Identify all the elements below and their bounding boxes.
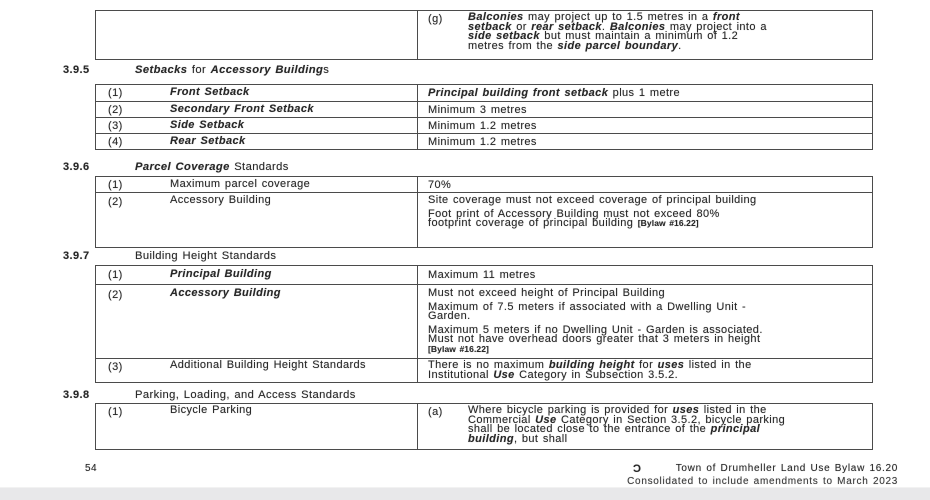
row-value xyxy=(418,193,872,247)
item-text: Balconies may project up to 1.5 metres in a front setback or rear setback. Balconies may project into a side setback but must maintain a minimum of 1.2 metres from the side parcel boundary. xyxy=(468,11,767,52)
section-title: Parking, Loading, and Access Standards xyxy=(135,389,356,401)
building-height-table xyxy=(95,265,873,383)
row-number: (2) xyxy=(108,289,123,301)
row-number: (3) xyxy=(108,361,123,373)
section-heading-3-9-6 xyxy=(63,161,289,173)
drumheller-logo-icon: Ɔ xyxy=(633,463,642,475)
row-value: Minimum 1.2 metres xyxy=(428,135,537,148)
row-label: Rear Setback xyxy=(170,134,246,147)
empty-cell xyxy=(96,11,418,59)
table-row xyxy=(96,358,872,382)
row-label: Bicycle Parking xyxy=(170,404,253,416)
parking-table xyxy=(95,403,873,450)
row-label: Side Setback xyxy=(170,118,245,131)
row-value xyxy=(418,404,872,449)
row-number: (3) xyxy=(108,119,123,132)
footer-page-number: 54 xyxy=(85,463,97,474)
parcel-coverage-table xyxy=(95,176,873,248)
paragraph: Maximum 5 meters if no Dwelling Unit - Garden is associated. Must not have overhead doors greater that 3 meters in height [Bylaw #16.22] xyxy=(428,323,763,354)
paragraph: Must not exceed height of Principal Building xyxy=(428,287,666,299)
continuation-table xyxy=(95,10,873,60)
table-row xyxy=(96,101,872,117)
paragraph: Maximum of 7.5 meters if associated with a Dwelling Unit - Garden. xyxy=(428,300,747,322)
table-row xyxy=(96,85,872,101)
row-label: Accessory Building xyxy=(170,287,281,299)
row-number: (2) xyxy=(108,103,123,116)
consolidation-note: Consolidated to include amendments to March 2023 xyxy=(627,476,898,487)
section-number: 3.9.6 xyxy=(63,161,90,173)
paragraph: Foot print of Accessory Building must not exceed 80% footprint coverage of principal building [Bylaw #16.22] xyxy=(428,207,720,229)
setbacks-accessory-table xyxy=(95,84,873,150)
section-title: Parcel Coverage Standards xyxy=(135,161,289,173)
row-number: (2) xyxy=(108,196,123,208)
section-heading-3-9-7 xyxy=(63,250,276,262)
row-label: Secondary Front Setback xyxy=(170,102,314,115)
section-number: 3.9.7 xyxy=(63,250,90,262)
table-row xyxy=(96,11,872,59)
row-number: (1) xyxy=(108,269,123,281)
row-label: Maximum parcel coverage xyxy=(170,177,311,190)
row-value xyxy=(418,285,872,358)
row-number: (1) xyxy=(108,406,123,418)
section-number: 3.9.8 xyxy=(63,389,90,401)
section-number: 3.9.5 xyxy=(63,64,90,76)
row-value xyxy=(418,11,872,59)
row-label: Principal Building xyxy=(170,268,272,281)
section-heading-3-9-8 xyxy=(63,389,356,401)
bylaw-title: Town of Drumheller Land Use Bylaw 16.20 xyxy=(675,463,898,474)
table-row xyxy=(96,266,872,284)
table-row xyxy=(96,133,872,149)
table-row xyxy=(96,117,872,133)
row-value: Minimum 1.2 metres xyxy=(428,119,537,132)
row-number: (1) xyxy=(108,178,123,191)
row-label: Additional Building Height Standards xyxy=(170,359,366,371)
section-title: Setbacks for Accessory Buildings xyxy=(135,64,330,76)
row-value: 70% xyxy=(428,178,452,191)
footer-right-line1 xyxy=(633,462,898,474)
paragraph: There is no maximum building height for uses listed in the Institutional Use Category in Subsection 3.5.2. xyxy=(428,359,752,381)
row-value xyxy=(418,359,872,382)
row-label: Accessory Building xyxy=(170,194,272,206)
row-value: Principal building front setback plus 1 metre xyxy=(428,87,681,99)
table-row xyxy=(96,404,872,449)
row-value: Maximum 11 metres xyxy=(428,269,536,281)
row-number: (4) xyxy=(108,135,123,148)
item-letter: (a) xyxy=(428,406,443,418)
paragraph: Site coverage must not exceed coverage of principal building xyxy=(428,194,757,206)
section-heading-3-9-5 xyxy=(63,64,329,76)
row-label: Front Setback xyxy=(170,86,250,99)
table-row xyxy=(96,177,872,192)
item-text: Where bicycle parking is provided for uses listed in the Commercial Use Category in Section 3.5.2, bicycle parking shall be located close to the entrance of the principal building, but shall xyxy=(468,404,786,445)
table-row xyxy=(96,284,872,358)
row-value: Minimum 3 metres xyxy=(428,103,527,116)
section-title: Building Height Standards xyxy=(135,250,277,262)
item-letter: (g) xyxy=(428,13,443,25)
table-row xyxy=(96,192,872,247)
page-bottom-edge xyxy=(0,487,930,500)
row-number: (1) xyxy=(108,87,123,99)
